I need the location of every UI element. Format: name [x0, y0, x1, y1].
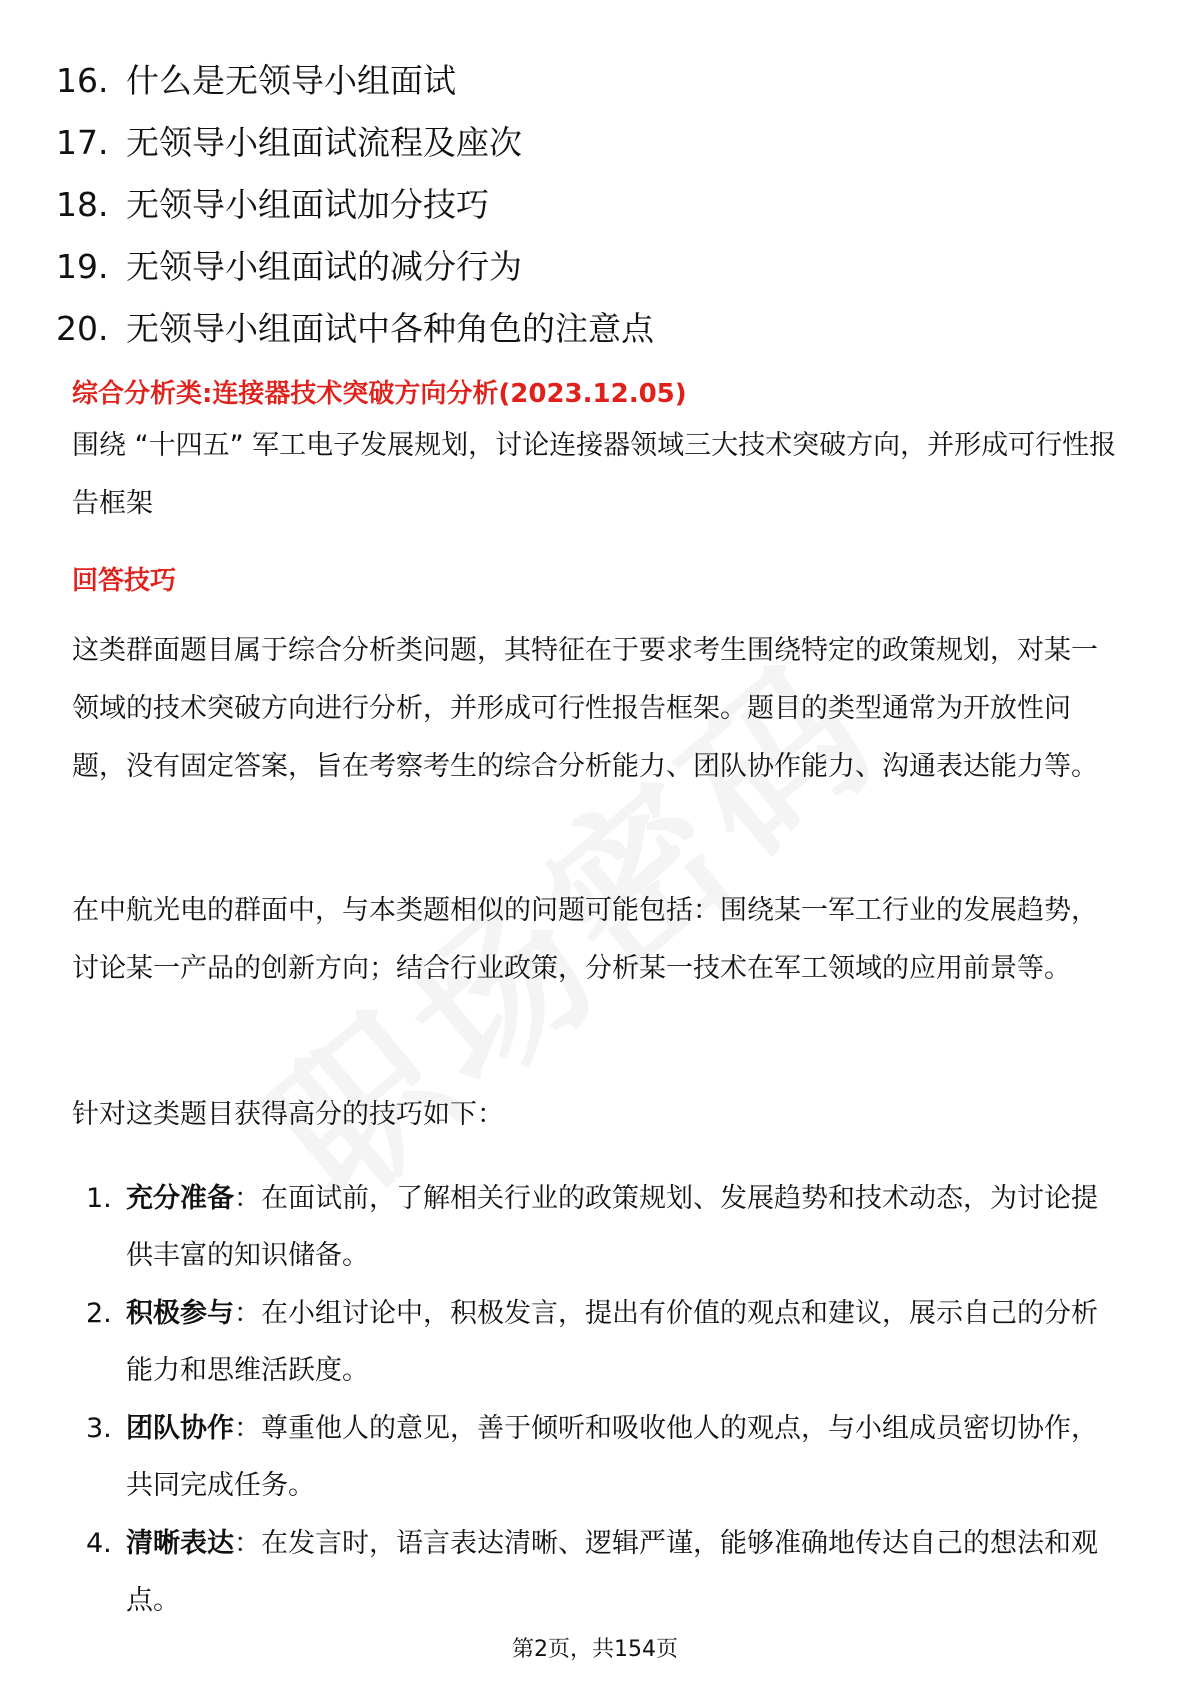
list-number: 1. — [86, 1183, 112, 1214]
toc-number: 18. — [56, 185, 109, 224]
tip-title: 充分准备 — [126, 1183, 234, 1214]
list-item — [72, 1170, 1122, 1284]
toc-item[interactable] — [56, 236, 654, 298]
tip-text: ：在发言时，语言表达清晰、逻辑严谨，能够准确地传达自己的想法和观点。 — [126, 1528, 1098, 1616]
list-item — [72, 1400, 1122, 1514]
tip-title: 积极参与 — [126, 1298, 234, 1329]
list-number: 2. — [86, 1298, 112, 1329]
list-item — [72, 1515, 1122, 1629]
toc-text: 无领导小组面试的减分行为 — [126, 247, 522, 286]
tip-text: ：在小组讨论中，积极发言，提出有价值的观点和建议，展示自己的分析能力和思维活跃度。 — [126, 1298, 1098, 1386]
toc-item[interactable] — [56, 112, 654, 174]
list-item — [72, 1285, 1122, 1399]
tip-text: ：尊重他人的意见，善于倾听和吸收他人的观点，与小组成员密切协作，共同完成任务。 — [126, 1413, 1098, 1501]
toc-text: 无领导小组面试中各种角色的注意点 — [126, 309, 654, 348]
table-of-contents — [56, 50, 654, 360]
list-number: 4. — [86, 1528, 112, 1559]
section-heading: 综合分析类:连接器技术突破方向分析(2023.12.05) — [72, 379, 687, 409]
question-text: 围绕 “十四五” 军工电子发展规划，讨论连接器领域三大技术突破方向，并形成可行性报告框架 — [72, 430, 1117, 519]
toc-item[interactable] — [56, 50, 654, 112]
list-number: 3. — [86, 1413, 112, 1444]
toc-item[interactable] — [56, 174, 654, 236]
answer-heading: 回答技巧 — [72, 566, 177, 596]
toc-number: 16. — [56, 61, 109, 100]
toc-text: 无领导小组面试流程及座次 — [126, 123, 522, 162]
tips-list — [72, 1170, 1122, 1630]
toc-number: 19. — [56, 247, 109, 286]
page-footer: 第2页，共154页 — [512, 1637, 678, 1662]
toc-number: 20. — [56, 309, 109, 348]
toc-item[interactable] — [56, 298, 654, 360]
toc-text: 什么是无领导小组面试 — [126, 61, 456, 100]
paragraph-characteristics: 这类群面题目属于综合分析类问题，其特征在于要求考生围绕特定的政策规划，对某一领域的技术突破方向进行分析，并形成可行性报告框架。题目的类型通常为开放性问题，没有固定答案，旨在考察考生的综合分析能力、团队协作能力、沟通表达能力等。 — [72, 635, 1098, 782]
toc-number: 17. — [56, 123, 109, 162]
tip-text: ：在面试前，了解相关行业的政策规划、发展趋势和技术动态，为讨论提供丰富的知识储备。 — [126, 1183, 1098, 1271]
toc-text: 无领导小组面试加分技巧 — [126, 185, 489, 224]
paragraph-similar-questions: 在中航光电的群面中，与本类题相似的问题可能包括：围绕某一军工行业的发展趋势，讨论某一产品的创新方向；结合行业政策，分析某一技术在军工领域的应用前景等。 — [72, 895, 1098, 984]
tip-title: 团队协作 — [126, 1413, 234, 1444]
paragraph-tips-intro: 针对这类题目获得高分的技巧如下： — [72, 1099, 504, 1130]
tip-title: 清晰表达 — [126, 1528, 234, 1559]
